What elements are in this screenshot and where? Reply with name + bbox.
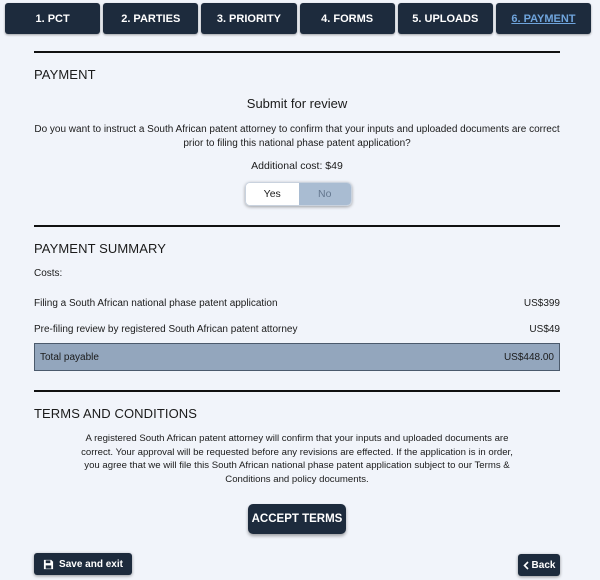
tab-label: 5. UPLOADS xyxy=(412,12,479,25)
save-icon xyxy=(43,559,54,570)
section-divider xyxy=(34,51,560,53)
step-navigation xyxy=(5,3,591,34)
terms-text: A registered South African patent attorney will confirm that your inputs and uploaded documents are correct. Your approval will be requested before any revisions are effected. If the application is in order, you agree that we will file this South African national phase patent application subject to our Terms & Conditions and policy documents. xyxy=(81,433,513,485)
total-label: Total payable xyxy=(40,351,99,363)
additional-cost-label: Additional cost: $49 xyxy=(251,160,343,172)
costs-label: Costs: xyxy=(34,268,63,279)
tab-parties[interactable] xyxy=(103,3,198,34)
cost-item-label: Filing a South African national phase patent application xyxy=(34,298,278,309)
payment-section-title: PAYMENT xyxy=(34,67,96,82)
terms-title: TERMS AND CONDITIONS xyxy=(34,406,198,421)
tab-label: 2. PARTIES xyxy=(121,12,181,25)
cost-row xyxy=(34,324,560,335)
tab-label: 1. PCT xyxy=(35,12,70,25)
chevron-left-icon xyxy=(523,561,529,570)
total-row xyxy=(34,343,560,371)
back-label: Back xyxy=(531,559,556,571)
tab-label: 6. PAYMENT xyxy=(511,12,576,25)
cost-item-label: Pre-filing review by registered South African patent attorney xyxy=(34,324,298,335)
back-button[interactable] xyxy=(518,554,560,576)
payment-summary-title: PAYMENT SUMMARY xyxy=(34,241,167,256)
submit-review-heading: Submit for review xyxy=(246,96,348,111)
cost-item-amount: US$49 xyxy=(529,324,560,335)
total-amount: US$448.00 xyxy=(503,351,554,363)
save-and-exit-button[interactable] xyxy=(34,553,132,575)
cost-row xyxy=(34,298,560,309)
yes-option[interactable]: Yes xyxy=(246,183,299,205)
tab-pct[interactable] xyxy=(5,3,100,34)
accept-terms-button[interactable]: ACCEPT TERMS xyxy=(248,504,346,534)
save-label: Save and exit xyxy=(59,558,123,570)
section-divider xyxy=(34,225,560,227)
tab-uploads[interactable] xyxy=(398,3,493,34)
tab-label: 3. PRIORITY xyxy=(216,12,282,25)
no-option[interactable]: No xyxy=(299,183,352,205)
tab-priority[interactable] xyxy=(201,3,296,34)
section-divider xyxy=(34,390,560,392)
cost-item-amount: US$399 xyxy=(523,298,560,309)
tab-payment[interactable] xyxy=(496,3,591,34)
review-toggle xyxy=(245,182,352,206)
tab-forms[interactable] xyxy=(300,3,395,34)
tab-label: 4. FORMS xyxy=(321,12,374,25)
review-question: Do you want to instruct a South African patent attorney to confirm that your inputs and uploaded documents are correct prior to filing this national phase patent application? xyxy=(34,124,560,149)
